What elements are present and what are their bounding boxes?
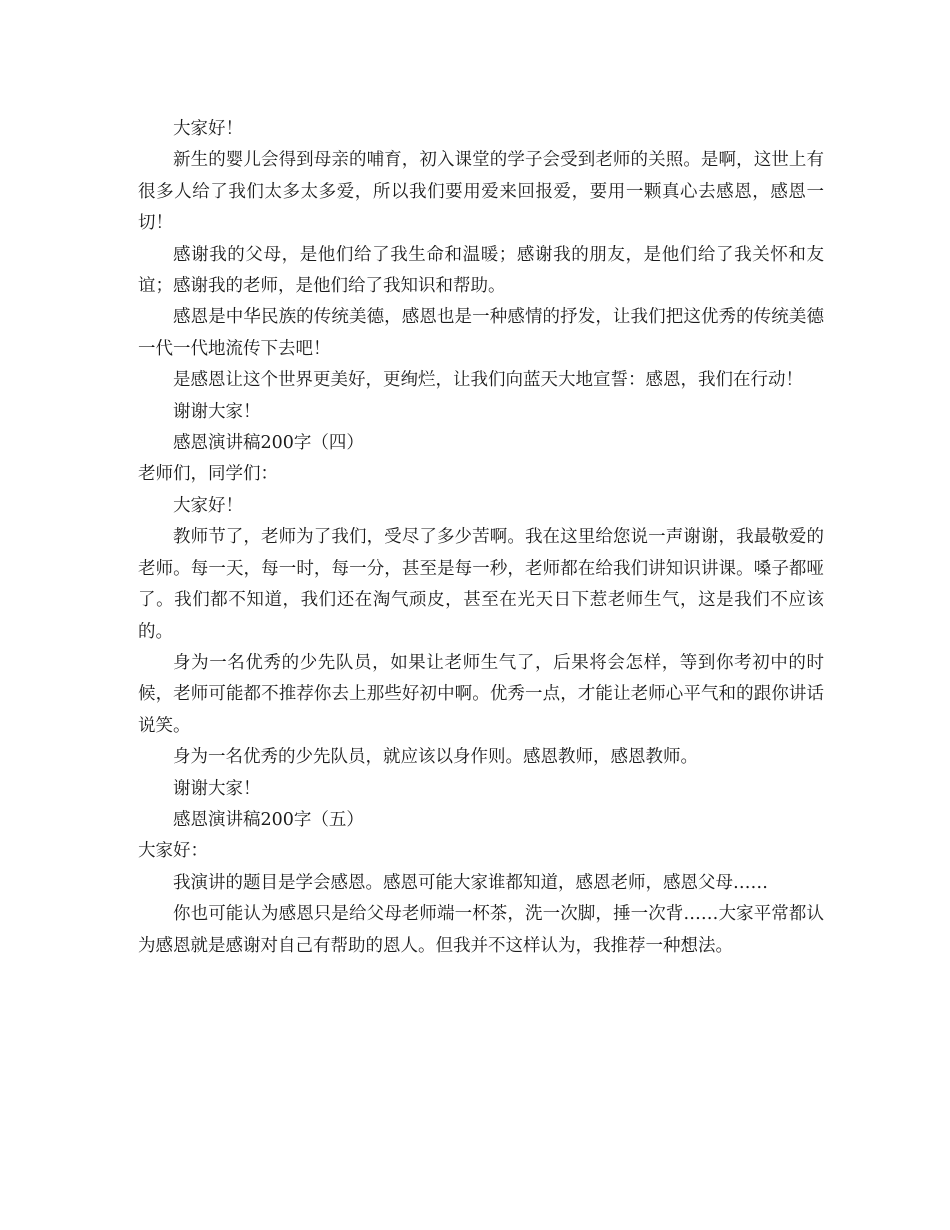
paragraph-greeting-2: 大家好！ bbox=[173, 495, 243, 516]
paragraph-teachers-day: 教师节了，老师为了我们，受尽了多少苦啊。我在这里给您说一声谢谢，我最敬爱的老师。每一天，每一时，每一分，甚至是每一秒，老师都在给我们讲知识讲课。嗓子都哑了。我们都不知道，我们还在淘气顽皮，甚至在光天日下惹老师生气，这是我们不应该的。 bbox=[138, 527, 824, 642]
paragraph-gratitude-view: 你也可能认为感恩只是给父母老师端一杯茶，洗一次脚，捶一次背……大家平常都认为感恩就是感谢对自己有帮助的恩人。但我并不这样认为，我推荐一种想法。 bbox=[138, 904, 824, 956]
paragraph-thanks-family: 感谢我的父母，是他们给了我生命和温暖；感谢我的朋友，是他们给了我关怀和友谊；感谢我的老师，是他们给了我知识和帮助。 bbox=[138, 244, 824, 297]
paragraph-pledge: 是感恩让这个世界更美好，更绚烂，让我们向蓝天大地宣誓：感恩，我们在行动！ bbox=[173, 370, 803, 391]
salutation-everyone: 大家好： bbox=[138, 841, 208, 862]
paragraph-young-pioneer: 身为一名优秀的少先队员，如果让老师生气了，后果将会怎样，等到你考初中的时候，老师可能都不推荐你去上那些好初中啊。优秀一点，才能让老师心平气和的跟你讲话说笑。 bbox=[138, 652, 824, 736]
section-heading-4: 感恩演讲稿200字（四） bbox=[173, 433, 364, 454]
paragraph-tradition: 感恩是中华民族的传统美德，感恩也是一种感情的抒发，让我们把这优秀的传统美德一代一代地流传下去吧！ bbox=[138, 307, 824, 359]
paragraph-thanks-all-1: 谢谢大家！ bbox=[173, 401, 261, 422]
paragraph-example: 身为一名优秀的少先队员，就应该以身作则。感恩教师，感恩教师。 bbox=[173, 747, 698, 768]
paragraph-speech-topic: 我演讲的题目是学会感恩。感恩可能大家谁都知道，感恩老师，感恩父母…… bbox=[173, 872, 768, 893]
document-body bbox=[138, 114, 824, 962]
paragraph-thanks-all-2: 谢谢大家！ bbox=[173, 778, 261, 799]
paragraph-greeting-1: 大家好！ bbox=[173, 119, 243, 139]
paragraph-gratitude-intro: 新生的婴儿会得到母亲的哺育，初入课堂的学子会受到老师的关照。是啊，这世上有很多人给了我们太多太多爱，所以我们要用爱来回报爱，要用一颗真心去感恩，感恩一切！ bbox=[138, 150, 824, 234]
salutation-teachers-students: 老师们，同学们： bbox=[138, 464, 278, 485]
section-heading-5: 感恩演讲稿200字（五） bbox=[173, 809, 364, 830]
